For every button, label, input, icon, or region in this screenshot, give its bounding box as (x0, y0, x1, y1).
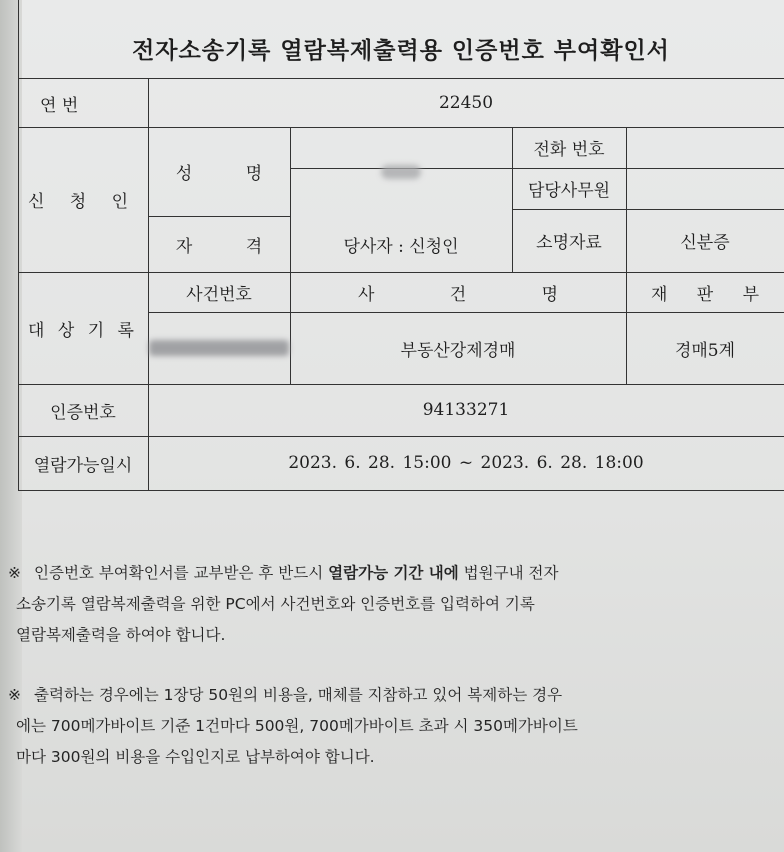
name-value-redacted (290, 127, 512, 216)
phone-label: 전화 번호 (533, 140, 605, 160)
document-title: 전자소송기록 열람복제출력용 인증번호 부여확인서 (18, 18, 784, 79)
note-mark: ※ (8, 686, 21, 704)
viewable-period-value: 2023. 6. 28. 15:00 ~ 2023. 6. 28. 18:00 (288, 453, 644, 473)
office-clerk-value (626, 168, 784, 209)
office-clerk-label: 담당사무원 (527, 181, 611, 201)
note-paragraph (8, 558, 784, 651)
auth-number-value: 94133271 (422, 400, 510, 420)
qualification-label: 자 격 (175, 236, 263, 257)
viewable-period-label: 열람가능일시 (33, 455, 133, 476)
note-line: 에는 700메가바이트 기준 1건마다 500원, 700메가바이트 초과 시 350메가바이트 (16, 717, 578, 735)
serial-label: 연 번 (40, 95, 79, 116)
division-label: 재 판 부 (650, 284, 760, 305)
note-line: 인증번호 부여확인서를 교부받은 후 반드시 열람가능 기간 내에 법원구내 전자 (34, 564, 559, 582)
case-name-label: 사 건 명 (357, 284, 559, 305)
division-value: 경매5계 (674, 340, 736, 361)
applicant-label: 신 청 인 (27, 192, 139, 212)
note-line: 마다 300원의 비용을 수입인지로 납부하여야 합니다. (16, 748, 375, 766)
auth-number-label: 인증번호 (50, 402, 116, 423)
target-record-label: 대 상 기 록 (28, 320, 138, 341)
note-line: 소송기록 열람복제출력을 위한 PC에서 사건번호와 인증번호를 입력하여 기록 (16, 595, 535, 613)
redaction-blur (149, 340, 289, 356)
case-number-redacted (148, 312, 290, 384)
case-name-value: 부동산강제경매 (400, 340, 516, 361)
case-number-label: 사건번호 (186, 284, 252, 305)
note-paragraph (8, 680, 784, 773)
note-mark: ※ (8, 564, 21, 582)
phone-value (626, 127, 784, 168)
note-line: 출력하는 경우에는 1장당 50원의 비용을, 매체를 지참하고 있어 복제하는 경우 (34, 686, 563, 704)
note-line: 열람복제출력을 하여야 합니다. (16, 626, 226, 644)
name-label: 성 명 (175, 164, 263, 184)
id-document-value: 신분증 (680, 233, 730, 253)
qualification-value: 당사자 : 신청인 (343, 236, 459, 257)
id-document-label: 소명자료 (536, 233, 602, 253)
redaction-blur (381, 165, 421, 179)
serial-value: 22450 (438, 93, 494, 113)
